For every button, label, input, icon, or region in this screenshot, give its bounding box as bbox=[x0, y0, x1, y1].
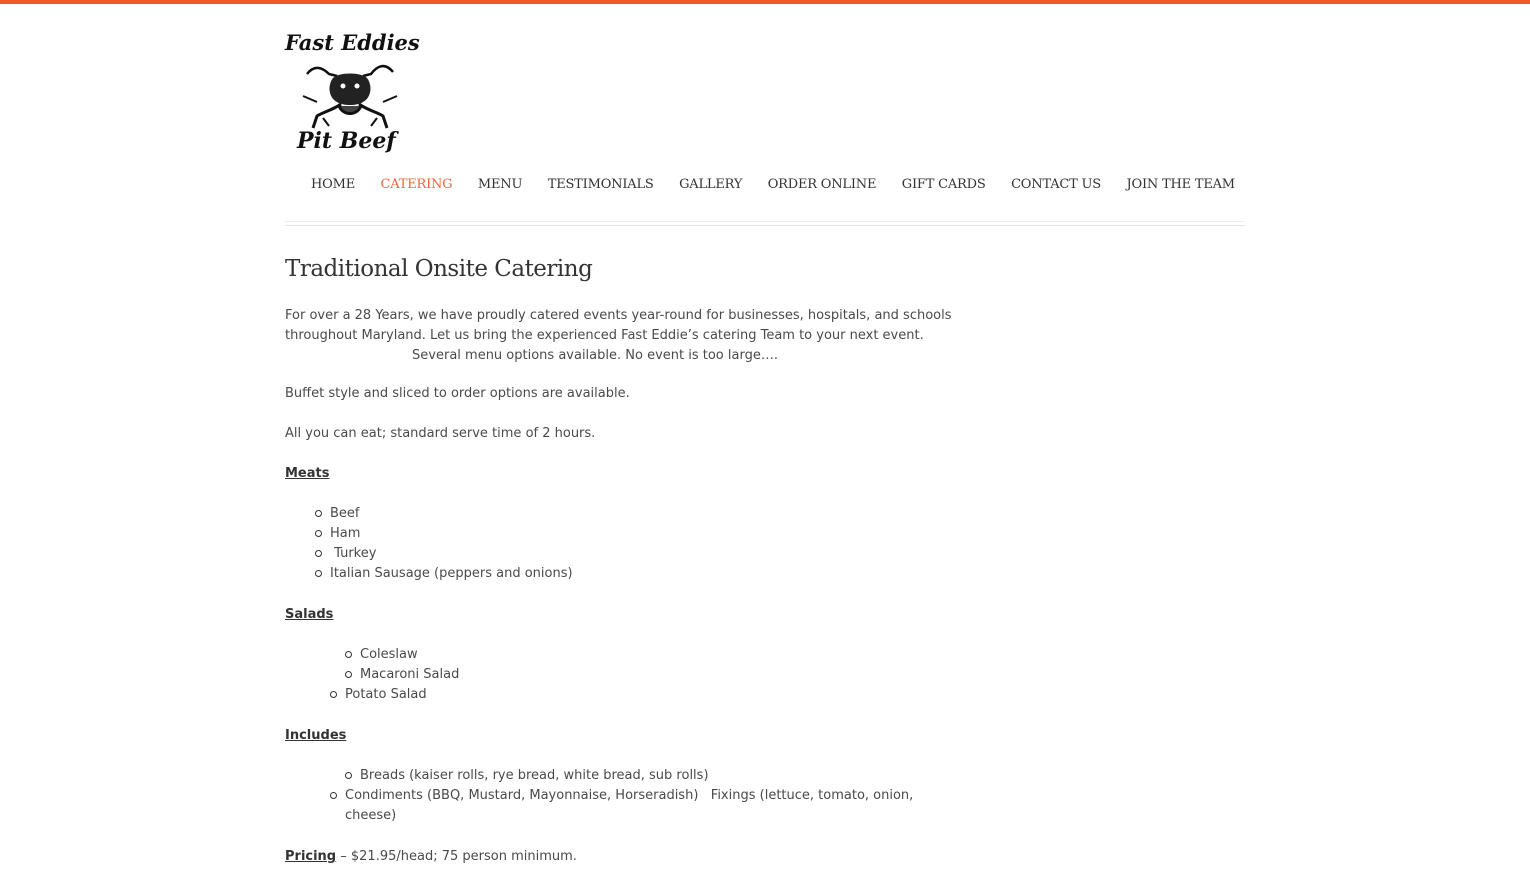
nav-order-online[interactable]: ORDER ONLINE bbox=[767, 176, 877, 192]
list-item: Coleslaw bbox=[360, 645, 459, 665]
logo[interactable] bbox=[285, 30, 420, 162]
includes-list bbox=[345, 766, 928, 826]
list-item: cheese) bbox=[345, 808, 397, 823]
intro-line: Several menu options available. No event is too large…. bbox=[412, 348, 778, 363]
meats-heading: Meats bbox=[285, 466, 330, 481]
salads-heading: Salads bbox=[285, 607, 334, 622]
intro-line: throughout Maryland. Let us bring the experienced Fast Eddie’s catering Team to your next event. bbox=[285, 328, 924, 343]
page-title: Traditional Onsite Catering bbox=[285, 256, 593, 282]
nav-testimonials[interactable]: TESTIMONIALS bbox=[547, 176, 654, 192]
list-item: Macaroni Salad bbox=[360, 665, 459, 685]
pricing-label: Pricing bbox=[285, 849, 337, 864]
list-item: Italian Sausage (peppers and onions) bbox=[330, 564, 573, 584]
list-item: Ham bbox=[330, 524, 573, 544]
nav-home[interactable]: HOME bbox=[311, 176, 355, 192]
logo-text-top: Fast Eddies bbox=[285, 30, 420, 55]
list-item: Condiments (BBQ, Mustard, Mayonnaise, Horseradish) Fixings (lettuce, tomato, onion, bbox=[345, 786, 913, 806]
nav-gallery[interactable]: GALLERY bbox=[679, 176, 743, 192]
intro-line: For over a 28 Years, we have proudly catered events year-round for businesses, hospitals, and schools bbox=[285, 308, 952, 323]
main-content bbox=[285, 252, 952, 864]
nav-menu[interactable]: MENU bbox=[477, 176, 523, 192]
nav-join-the-team[interactable]: JOIN THE TEAM bbox=[1126, 176, 1235, 192]
includes-heading: Includes bbox=[285, 728, 347, 743]
salads-list bbox=[345, 645, 460, 705]
nav-catering[interactable]: CATERING bbox=[380, 176, 453, 192]
intro-paragraph bbox=[285, 306, 952, 366]
list-item: Beef bbox=[330, 504, 573, 524]
list-item: Breads (kaiser rolls, rye bread, white bread, sub rolls) bbox=[360, 766, 928, 786]
list-item: Turkey bbox=[330, 544, 573, 564]
nav-contact-us[interactable]: CONTACT US bbox=[1011, 176, 1102, 192]
nav-gift-cards[interactable]: GIFT CARDS bbox=[901, 176, 986, 192]
list-item: Potato Salad bbox=[345, 685, 444, 705]
buffet-text: Buffet style and sliced to order options are available. bbox=[285, 386, 630, 401]
top-accent-bar bbox=[0, 0, 1530, 4]
divider bbox=[285, 221, 1245, 222]
pricing-text: – $21.95/head; 75 person minimum. bbox=[336, 849, 577, 864]
logo-text-bottom: Pit Beef bbox=[297, 128, 396, 154]
serve-time-text: All you can eat; standard serve time of 2 hours. bbox=[285, 426, 596, 441]
bull-icon bbox=[293, 56, 407, 130]
meats-list bbox=[330, 504, 573, 584]
divider bbox=[285, 225, 1245, 226]
main-navigation bbox=[311, 174, 1235, 194]
pricing-line bbox=[285, 847, 577, 867]
